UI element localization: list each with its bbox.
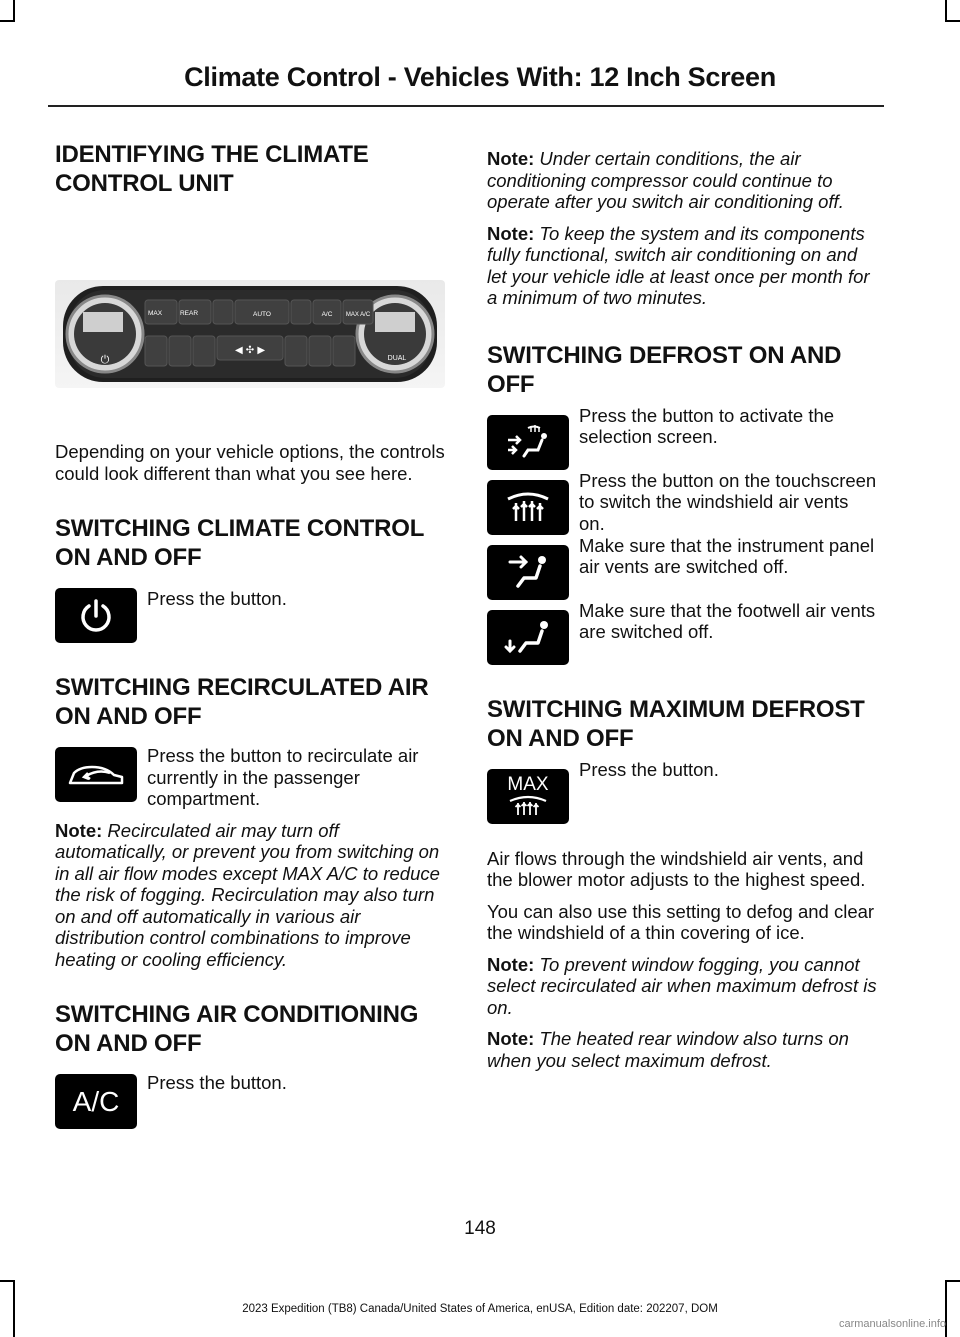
ac-instruction xyxy=(55,1074,447,1129)
identify-heading: IDENTIFYING THE CLIMATE CONTROL UNIT xyxy=(55,141,369,197)
panel-ac-label: A/C xyxy=(321,311,333,318)
maintenance-note-text: To keep the system and its components fully functional, switch air conditioning on and let your vehicle idle at least once per month for a minimum of two minutes. xyxy=(487,222,870,308)
max-defrost-paragraph-1: Air flows through the windshield air vents, and the blower motor adjusts to the highest speed. xyxy=(487,847,866,890)
ac-icon-label: A/C xyxy=(72,1085,120,1117)
crop-mark xyxy=(13,0,15,20)
max-defrost-note-2 xyxy=(487,1028,879,1071)
watermark-text: carmanualsonline.info xyxy=(838,1318,946,1330)
panel-dual-label: DUAL xyxy=(387,355,407,362)
note-label: Note: xyxy=(55,819,103,841)
recirc-heading: SWITCHING RECIRCULATED AIR ON AND OFF xyxy=(55,674,429,730)
recirc-note-text: Recirculated air may turn off automatically, or prevent you from switching on in all air flow modes except MAX A/C to reduce the risk of fogging. Recirculation may also turn on and off automatically in various air distribution control combinations to improve heating or cooling efficiency. xyxy=(55,819,440,970)
defrost-step-4 xyxy=(487,599,879,665)
airflow-selection-icon xyxy=(487,415,569,470)
max-defrost-heading: SWITCHING MAXIMUM DEFROST ON AND OFF xyxy=(487,695,865,752)
power-button-icon xyxy=(55,588,137,643)
recirculate-car-icon xyxy=(55,747,137,802)
right-column xyxy=(487,148,879,1071)
onoff-text: Press the button. xyxy=(147,588,287,609)
page-number: 148 xyxy=(464,1218,496,1239)
ac-heading: SWITCHING AIR CONDITIONING ON AND OFF xyxy=(55,1001,419,1057)
defrost-step-2 xyxy=(487,469,879,535)
onoff-instruction xyxy=(55,588,447,643)
ac-button-icon xyxy=(55,1074,137,1129)
note-label: Note: xyxy=(487,1028,535,1049)
header-divider xyxy=(48,105,884,107)
climate-control-panel-image xyxy=(55,280,445,388)
panel-vent-icon xyxy=(487,545,569,600)
panel-max-label: MAX xyxy=(147,310,163,317)
note-label: Note: xyxy=(487,148,535,169)
crop-mark xyxy=(0,20,15,22)
max-defrost-icon xyxy=(487,769,569,824)
crop-mark xyxy=(945,1280,960,1282)
defrost-step-2-text: Press the button on the touchscreen to switch the windshield air vents on. xyxy=(579,469,877,534)
climate-panel-illustration xyxy=(55,280,445,388)
page-header-title: Climate Control - Vehicles With: 12 Inch Screen xyxy=(184,62,776,92)
onoff-heading: SWITCHING CLIMATE CONTROL ON AND OFF xyxy=(55,515,424,571)
compressor-note xyxy=(487,148,879,213)
max-defrost-paragraph-2: You can also use this setting to defog and clear the windshield of a thin covering of ice. xyxy=(487,900,875,943)
left-column xyxy=(55,140,447,1129)
crop-mark xyxy=(945,20,960,22)
compressor-note-text: Under certain conditions, the air conditioning compressor could continue to operate after you switch air conditioning off. xyxy=(487,148,844,212)
note-label: Note: xyxy=(487,222,535,244)
max-defrost-note-1-text: To prevent window fogging, you cannot select recirculated air when maximum defrost is on. xyxy=(487,953,877,1018)
max-defrost-note-1 xyxy=(487,954,879,1019)
panel-rear-label: REAR xyxy=(179,310,199,317)
defrost-step-1 xyxy=(487,404,879,470)
panel-max-ac-label: MAX A/C xyxy=(345,312,371,318)
defrost-step-3-text: Make sure that the instrument panel air vents are switched off. xyxy=(579,534,875,577)
footwell-vent-icon xyxy=(487,610,569,665)
defrost-heading: SWITCHING DEFROST ON AND OFF xyxy=(487,341,842,398)
defrost-step-1-text: Press the button to activate the selection screen. xyxy=(579,404,835,447)
svg-text:⏻: ⏻ xyxy=(100,353,110,366)
ac-text: Press the button. xyxy=(147,1072,287,1093)
svg-text:◀ ✣ ▶: ◀ ✣ ▶ xyxy=(234,345,266,356)
note-label: Note: xyxy=(487,953,535,975)
max-defrost-note-2-text: The heated rear window also turns on when you select maximum defrost. xyxy=(487,1028,849,1071)
crop-mark xyxy=(945,0,947,20)
defrost-step-4-text: Make sure that the footwell air vents are switched off. xyxy=(579,599,876,642)
panel-auto-label: AUTO xyxy=(253,311,271,318)
defrost-step-3 xyxy=(487,534,879,600)
max-defrost-text: Press the button. xyxy=(579,758,719,780)
crop-mark xyxy=(0,1280,15,1282)
edition-line: 2023 Expedition (TB8) Canada/United States of America, enUSA, Edition date: 202207, DOM xyxy=(242,1303,718,1315)
recirc-text: Press the button to recirculate air currently in the passenger compartment. xyxy=(147,745,419,809)
windshield-defrost-icon xyxy=(487,480,569,535)
controls-vary-text: Depending on your vehicle options, the controls could look different than what you see here. xyxy=(55,441,445,484)
maintenance-note xyxy=(487,223,879,309)
max-defrost-icon-label: MAX xyxy=(507,774,549,795)
recirc-note xyxy=(55,820,447,971)
max-defrost-instruction xyxy=(487,758,879,824)
recirc-instruction xyxy=(55,747,447,810)
